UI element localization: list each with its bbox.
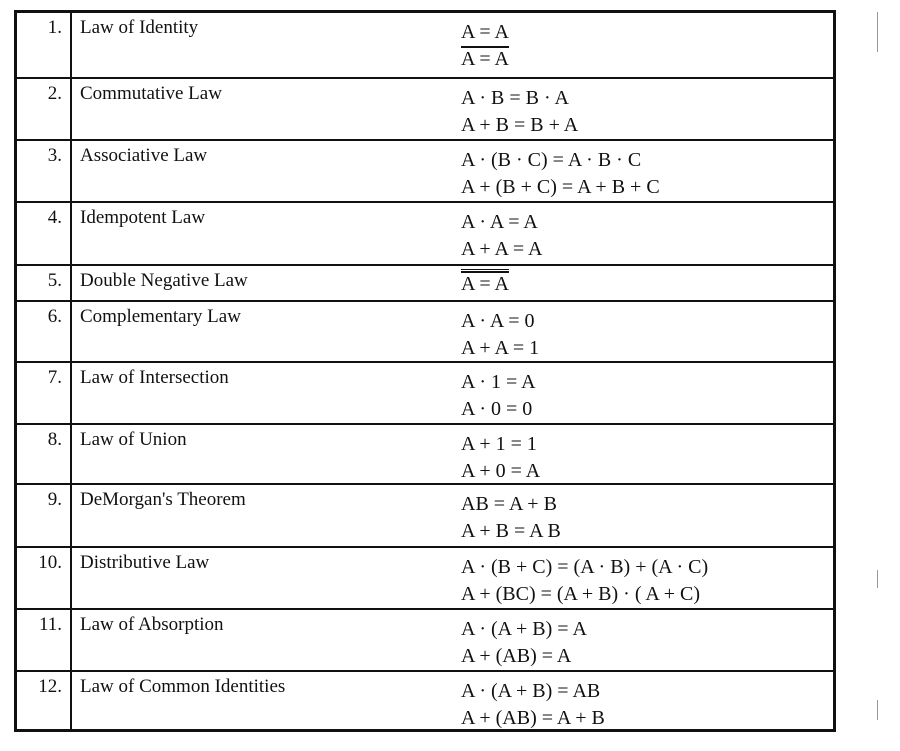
law-name: Commutative Law (80, 83, 222, 104)
row-number: 12. (17, 672, 72, 729)
boolean-laws-table (14, 10, 836, 732)
equation-line: A · 0 = 0 (461, 398, 533, 420)
row-number: 11. (17, 610, 72, 670)
equation-line: A + B = B + A (461, 114, 579, 136)
table-row (17, 361, 833, 423)
table-row (17, 546, 833, 608)
table-row (17, 483, 833, 546)
row-number: 10. (17, 548, 72, 608)
scan-mark (877, 570, 878, 588)
equation-line: A · (B + C) = (A · B) + (A · C) (461, 556, 709, 578)
law-name: Law of Common Identities (80, 676, 286, 697)
law-equations (461, 209, 542, 263)
law-name: Double Negative Law (80, 270, 248, 291)
law-equations (461, 678, 605, 732)
equation-line: A + (B + C) = A + B + C (461, 176, 660, 198)
equation-line: A · A = A (461, 211, 538, 233)
law-equations (461, 491, 561, 545)
row-number: 1. (17, 13, 72, 77)
row-number: 5. (17, 266, 72, 300)
equation-line: A + (AB) = A (461, 645, 572, 667)
equation-line: A + A = 1 (461, 337, 540, 359)
equation-line: A · (A + B) = AB (461, 680, 601, 702)
row-number: 3. (17, 141, 72, 201)
table-row (17, 139, 833, 201)
law-equations (461, 554, 708, 608)
equation-line: A = A (461, 269, 509, 298)
equation-line: A · A = 0 (461, 310, 535, 332)
equation-line: A · B = B · A (461, 87, 569, 109)
row-number: 4. (17, 203, 72, 264)
law-name: Distributive Law (80, 552, 210, 573)
scan-mark (877, 700, 878, 720)
equation-line: A + A = A (461, 238, 543, 260)
law-name: Law of Absorption (80, 614, 224, 635)
table-row (17, 300, 833, 361)
law-equations (461, 85, 578, 139)
row-number: 6. (17, 302, 72, 361)
law-name: DeMorgan's Theorem (80, 489, 246, 510)
scan-mark (877, 12, 878, 52)
row-number: 9. (17, 485, 72, 546)
row-number: 7. (17, 363, 72, 423)
law-equations (461, 308, 539, 362)
equation-line: AB = A + B (461, 493, 557, 515)
row-number: 8. (17, 425, 72, 483)
equation-line: A + 1 = 1 (461, 433, 537, 455)
equation-line: A · (A + B) = A (461, 618, 587, 640)
table-row (17, 77, 833, 139)
law-name: Idempotent Law (80, 207, 206, 228)
equation-line: A = A (461, 48, 509, 70)
law-name: Law of Identity (80, 17, 199, 38)
table-row (17, 201, 833, 264)
law-name: Law of Union (80, 429, 187, 450)
table-row (17, 423, 833, 483)
table-row (17, 264, 833, 300)
equation-line: A + B = A B (461, 520, 561, 542)
law-equations (461, 19, 509, 73)
equation-line: A + (BC) = (A + B) · ( A + C) (461, 583, 701, 605)
law-name: Complementary Law (80, 306, 241, 327)
equation-line: A · 1 = A (461, 371, 536, 393)
law-equations (461, 147, 660, 201)
table-row (17, 670, 833, 729)
table-row (17, 608, 833, 670)
law-name: Associative Law (80, 145, 208, 166)
law-name: Law of Intersection (80, 367, 229, 388)
row-number: 2. (17, 79, 72, 139)
equation-line: A · (B · C) = A · B · C (461, 149, 642, 171)
equation-line: A + (AB) = A + B (461, 707, 605, 729)
table-row (17, 13, 833, 77)
law-equations (461, 369, 536, 423)
equation-line: A + 0 = A (461, 460, 541, 482)
law-equations (461, 616, 587, 670)
law-equations (461, 269, 509, 298)
equation-line: A = A (461, 21, 509, 43)
law-equations (461, 431, 540, 485)
